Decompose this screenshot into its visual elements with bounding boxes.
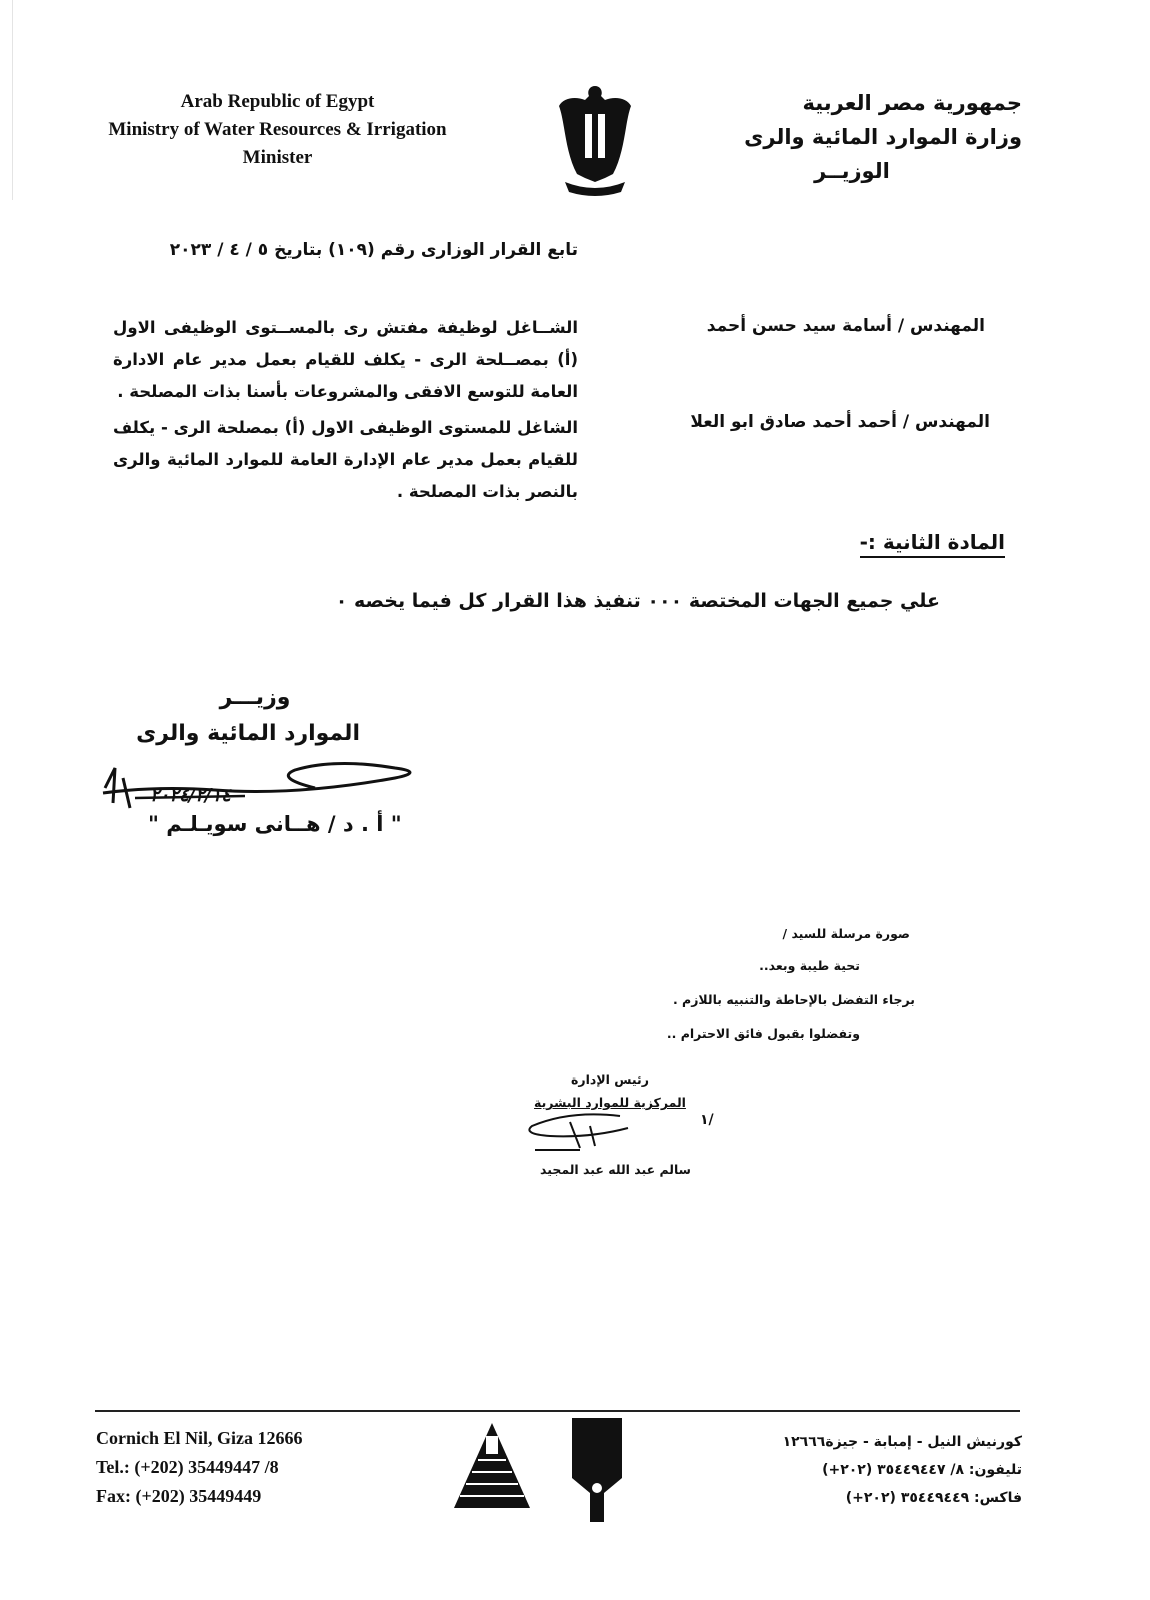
- header-english: [80, 88, 475, 172]
- header-ministry-ar: وزارة الموارد المائية والرى: [744, 125, 1022, 149]
- pyramid-logo-icon: [450, 1418, 535, 1518]
- header-country-ar: جمهورية مصر العربية: [802, 91, 1022, 115]
- ministry-logo-icon: [572, 1418, 622, 1522]
- entry-name: المهندس / أحمد أحمد صادق ابو العلا: [690, 412, 990, 432]
- entry-description: الشــاغل لوظيفة مفتش رى بالمســتوى الوظيفى الاول (أ) بمصــلحة الرى - يكلف للقيام بعمل مدير عام الادارة العامة للتوسع الافقى والمشروعات بأسنا بذات المصلحة .: [113, 318, 578, 401]
- entry-description: الشاغل للمستوى الوظيفى الاول (أ) بمصلحة الرى - يكلف للقيام بعمل مدير عام الإدارة العامة للموارد المائية والرى بالنصر بذات المصلحة .: [113, 418, 578, 501]
- cc-title-1: رئيس الإدارة: [571, 1072, 649, 1087]
- cc-title-2: المركزية للموارد البشرية: [534, 1095, 686, 1110]
- header-country: Arab Republic of Egypt: [180, 91, 375, 112]
- header-title: Minister: [242, 147, 313, 168]
- minister-signature-icon: [95, 748, 425, 818]
- cc-line: تحية طيبة وبعد..: [759, 958, 860, 973]
- header-title-ar: الوزيــر: [814, 159, 890, 183]
- header-arabic: [744, 86, 1022, 188]
- footer-tel: Tel.: (+202) 35449447 /8: [96, 1457, 279, 1477]
- cc-signature-icon: [520, 1108, 640, 1158]
- footer-english: [96, 1424, 303, 1511]
- scan-edge: [12, 0, 13, 200]
- footer-tel-ar: تليفون: ٨/ ٣٥٤٤٩٤٤٧ (٢٠٢+): [822, 1462, 1022, 1478]
- article-heading: المادة الثانية :-: [860, 530, 1005, 558]
- footer-fax-ar: فاكس: ٣٥٤٤٩٤٤٩ (٢٠٢+): [845, 1490, 1022, 1506]
- cc-mark: /١: [700, 1112, 714, 1128]
- entry-name: المهندس / أسامة سيد حسن أحمد: [706, 316, 985, 336]
- cc-line: برجاء التفضل بالإحاطة والتنبيه باللازم .: [672, 992, 915, 1007]
- footer-address: Cornich El Nil, Giza 12666: [96, 1428, 303, 1448]
- handwritten-date: ٢٠٢٤/٢/١٤: [150, 785, 231, 806]
- article-body: علي جميع الجهات المختصة ٠٠٠ تنفيذ هذا القرار كل فيما يخصه ٠: [335, 590, 940, 612]
- cc-line: صورة مرسلة للسيد /: [782, 926, 910, 941]
- minister-title: [136, 680, 360, 752]
- footer-arabic: [783, 1428, 1022, 1512]
- minister-title-2: الموارد المائية والرى: [136, 721, 360, 746]
- footer-fax: Fax: (+202) 35449449: [96, 1486, 262, 1506]
- cc-signatory-name: سالم عبد الله عبد المجيد: [540, 1162, 691, 1177]
- footer-address-ar: كورنيش النيل - إمبابة - جيزة١٢٦٦٦: [782, 1434, 1022, 1450]
- footer-divider: [95, 1410, 1020, 1412]
- decree-reference: تابع القرار الوزارى رقم (١٠٩) بتاريخ ٥ / ٤ / ٢٠٢٣: [169, 240, 578, 260]
- header-ministry: Ministry of Water Resources & Irrigation: [108, 119, 447, 140]
- egypt-eagle-emblem-icon: [555, 82, 635, 197]
- minister-title-1: وزيـــر: [219, 685, 291, 710]
- minister-name: " أ . د / هــانى سويـلـم ": [148, 812, 402, 836]
- cc-line: وتفضلوا بقبول فائق الاحترام ..: [666, 1026, 860, 1041]
